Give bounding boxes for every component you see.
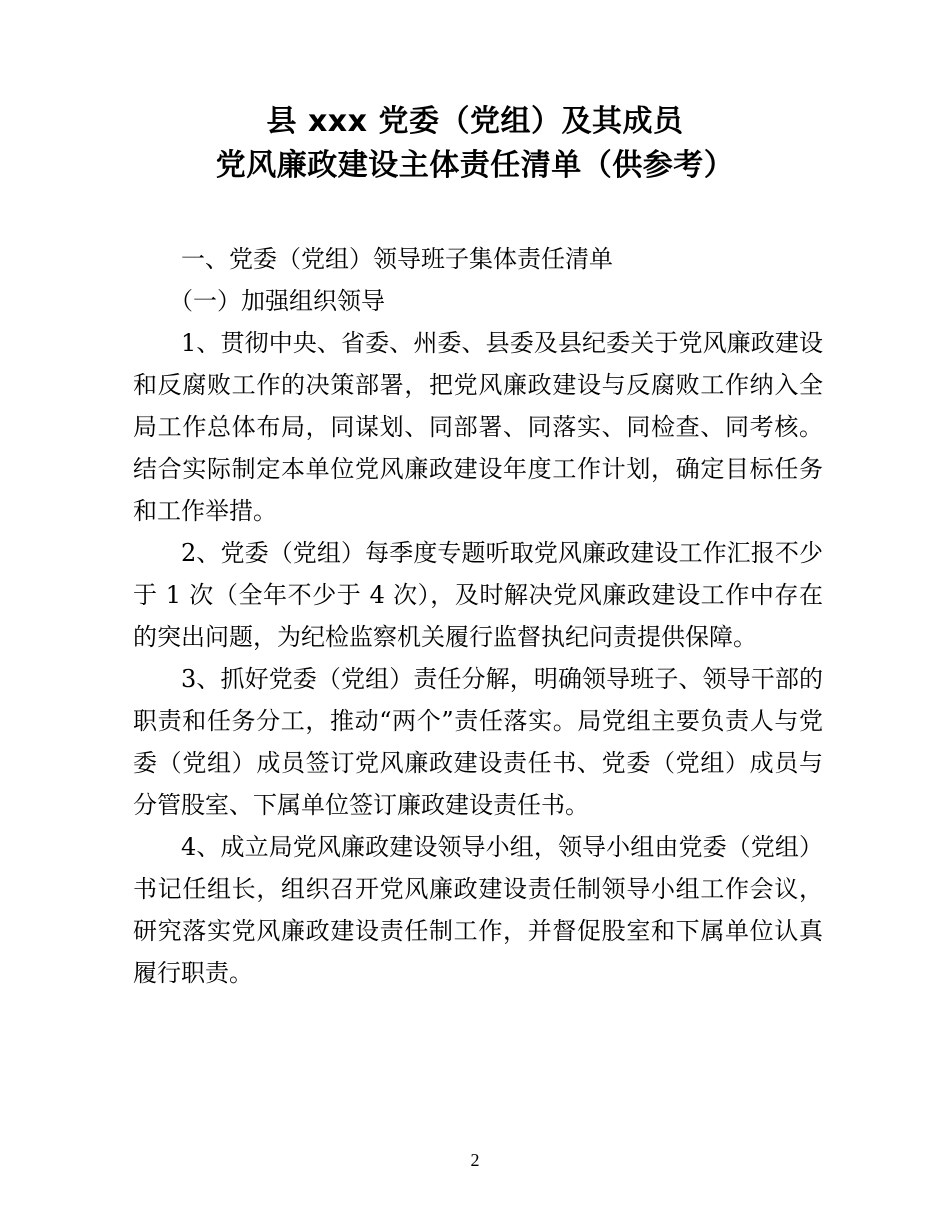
paragraph-3: 3、抓好党委（党组）责任分解，明确领导班子、领导干部的职责和任务分工，推动“两个”责任落实。局党组主要负责人与党委（党组）成员签订党风廉政建设责任书、党委（党组）成员与分管股室、下属单位签订廉政建设责任书。 (133, 665, 823, 819)
paragraph-1: 1、贯彻中央、省委、州委、县委及县纪委关于党风廉政建设和反腐败工作的决策部署，把党风廉政建设与反腐败工作纳入全局工作总体布局，同谋划、同部署、同落实、同检查、同考核。结合实际制定本单位党风廉政建设年度工作计划，确定目标任务和工作举措。 (133, 329, 823, 525)
title-line-1: 县 xxx 党委（党组）及其成员 (266, 104, 684, 139)
subsection-heading: （一）加强组织领导 (169, 287, 385, 315)
section-heading: 一、党委（党组）领导班子集体责任清单 (181, 245, 613, 273)
title-line-2: 党风廉政建设主体责任清单（供参考） (215, 148, 735, 183)
document-body (133, 238, 823, 994)
paragraph-2: 2、党委（党组）每季度专题听取党风廉政建设工作汇报不少于 1 次（全年不少于 4 次），及时解决党风廉政建设工作中存在的突出问题，为纪检监察机关履行监督执纪问责提供保障。 (133, 539, 823, 651)
paragraph-4: 4、成立局党风廉政建设领导小组，领导小组由党委（党组）书记任组长，组织召开党风廉政建设责任制领导小组工作会议，研究落实党风廉政建设责任制工作，并督促股室和下属单位认真履行职责。 (133, 833, 823, 987)
page-number: 2 (470, 1150, 480, 1170)
document-title (0, 100, 950, 188)
